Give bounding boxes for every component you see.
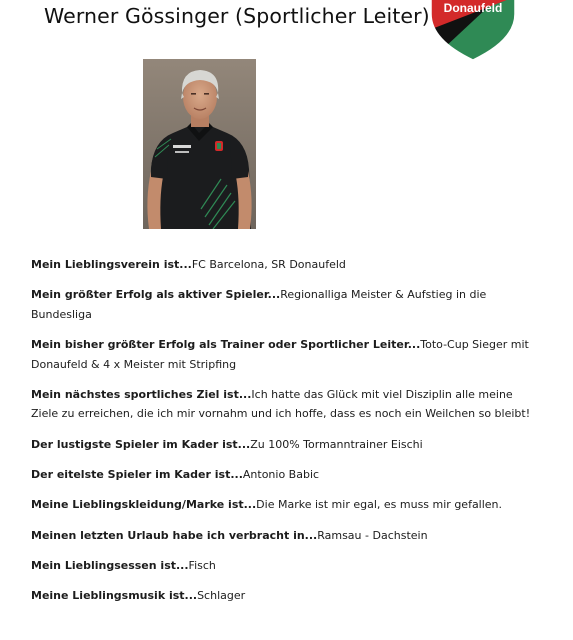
answer: Antonio Babic xyxy=(242,467,320,481)
qa-item-last-vacation xyxy=(31,526,536,546)
question: Mein nächstes sportliches Ziel ist... xyxy=(31,387,252,401)
answer: Ich hatte das Glück mit viel Disziplin alle meine Ziele zu erreichen, die ich mir vornahm und ich hoffe, dass es noch ein Weilchen so bleibt! xyxy=(31,387,531,421)
answer: FC Barcelona, SR Donaufeld xyxy=(191,258,346,271)
answer: Die Marke ist mir egal, es muss mir gefallen. xyxy=(256,498,503,512)
qa-item-player-success xyxy=(31,285,536,324)
logo-text: Donaufeld xyxy=(443,1,503,15)
question: Mein Lieblingsessen ist... xyxy=(31,558,189,572)
qa-list xyxy=(31,255,536,616)
answer: Regionalliga Meister & Aufstieg in die Bundesliga xyxy=(31,288,487,321)
question: Mein Lieblingsverein ist... xyxy=(31,258,192,271)
question: Mein bisher größter Erfolg als Trainer oder Sportlicher Leiter... xyxy=(31,338,421,352)
answer: Ramsau - Dachstein xyxy=(317,528,428,542)
question: Der eitelste Spieler im Kader ist... xyxy=(31,467,243,481)
answer: Schlager xyxy=(197,589,246,603)
portrait-photo xyxy=(143,59,256,229)
qa-item-favorite-club xyxy=(31,255,536,275)
qa-item-funniest-player xyxy=(31,435,536,455)
question: Mein größter Erfolg als aktiver Spieler... xyxy=(31,288,281,302)
club-logo xyxy=(429,0,517,62)
qa-item-favorite-music xyxy=(31,586,536,606)
qa-item-favorite-food xyxy=(31,556,536,576)
qa-item-vainest-player xyxy=(31,465,536,485)
question: Meine Lieblingskleidung/Marke ist... xyxy=(31,498,257,512)
qa-item-favorite-clothing xyxy=(31,495,536,515)
question: Der lustigste Spieler im Kader ist... xyxy=(31,437,251,451)
question: Meinen letzten Urlaub habe ich verbracht in... xyxy=(31,528,318,542)
page-title: Werner Gössinger (Sportlicher Leiter) xyxy=(44,4,430,28)
question: Meine Lieblingsmusik ist... xyxy=(31,589,198,603)
qa-item-next-goal xyxy=(31,385,536,424)
answer: Zu 100% Tormanntrainer Eischi xyxy=(250,437,423,451)
answer: Toto-Cup Sieger mit Donaufeld & 4 x Meister mit Stripfing xyxy=(31,338,529,371)
qa-item-coach-success xyxy=(31,335,536,374)
answer: Fisch xyxy=(188,558,216,572)
